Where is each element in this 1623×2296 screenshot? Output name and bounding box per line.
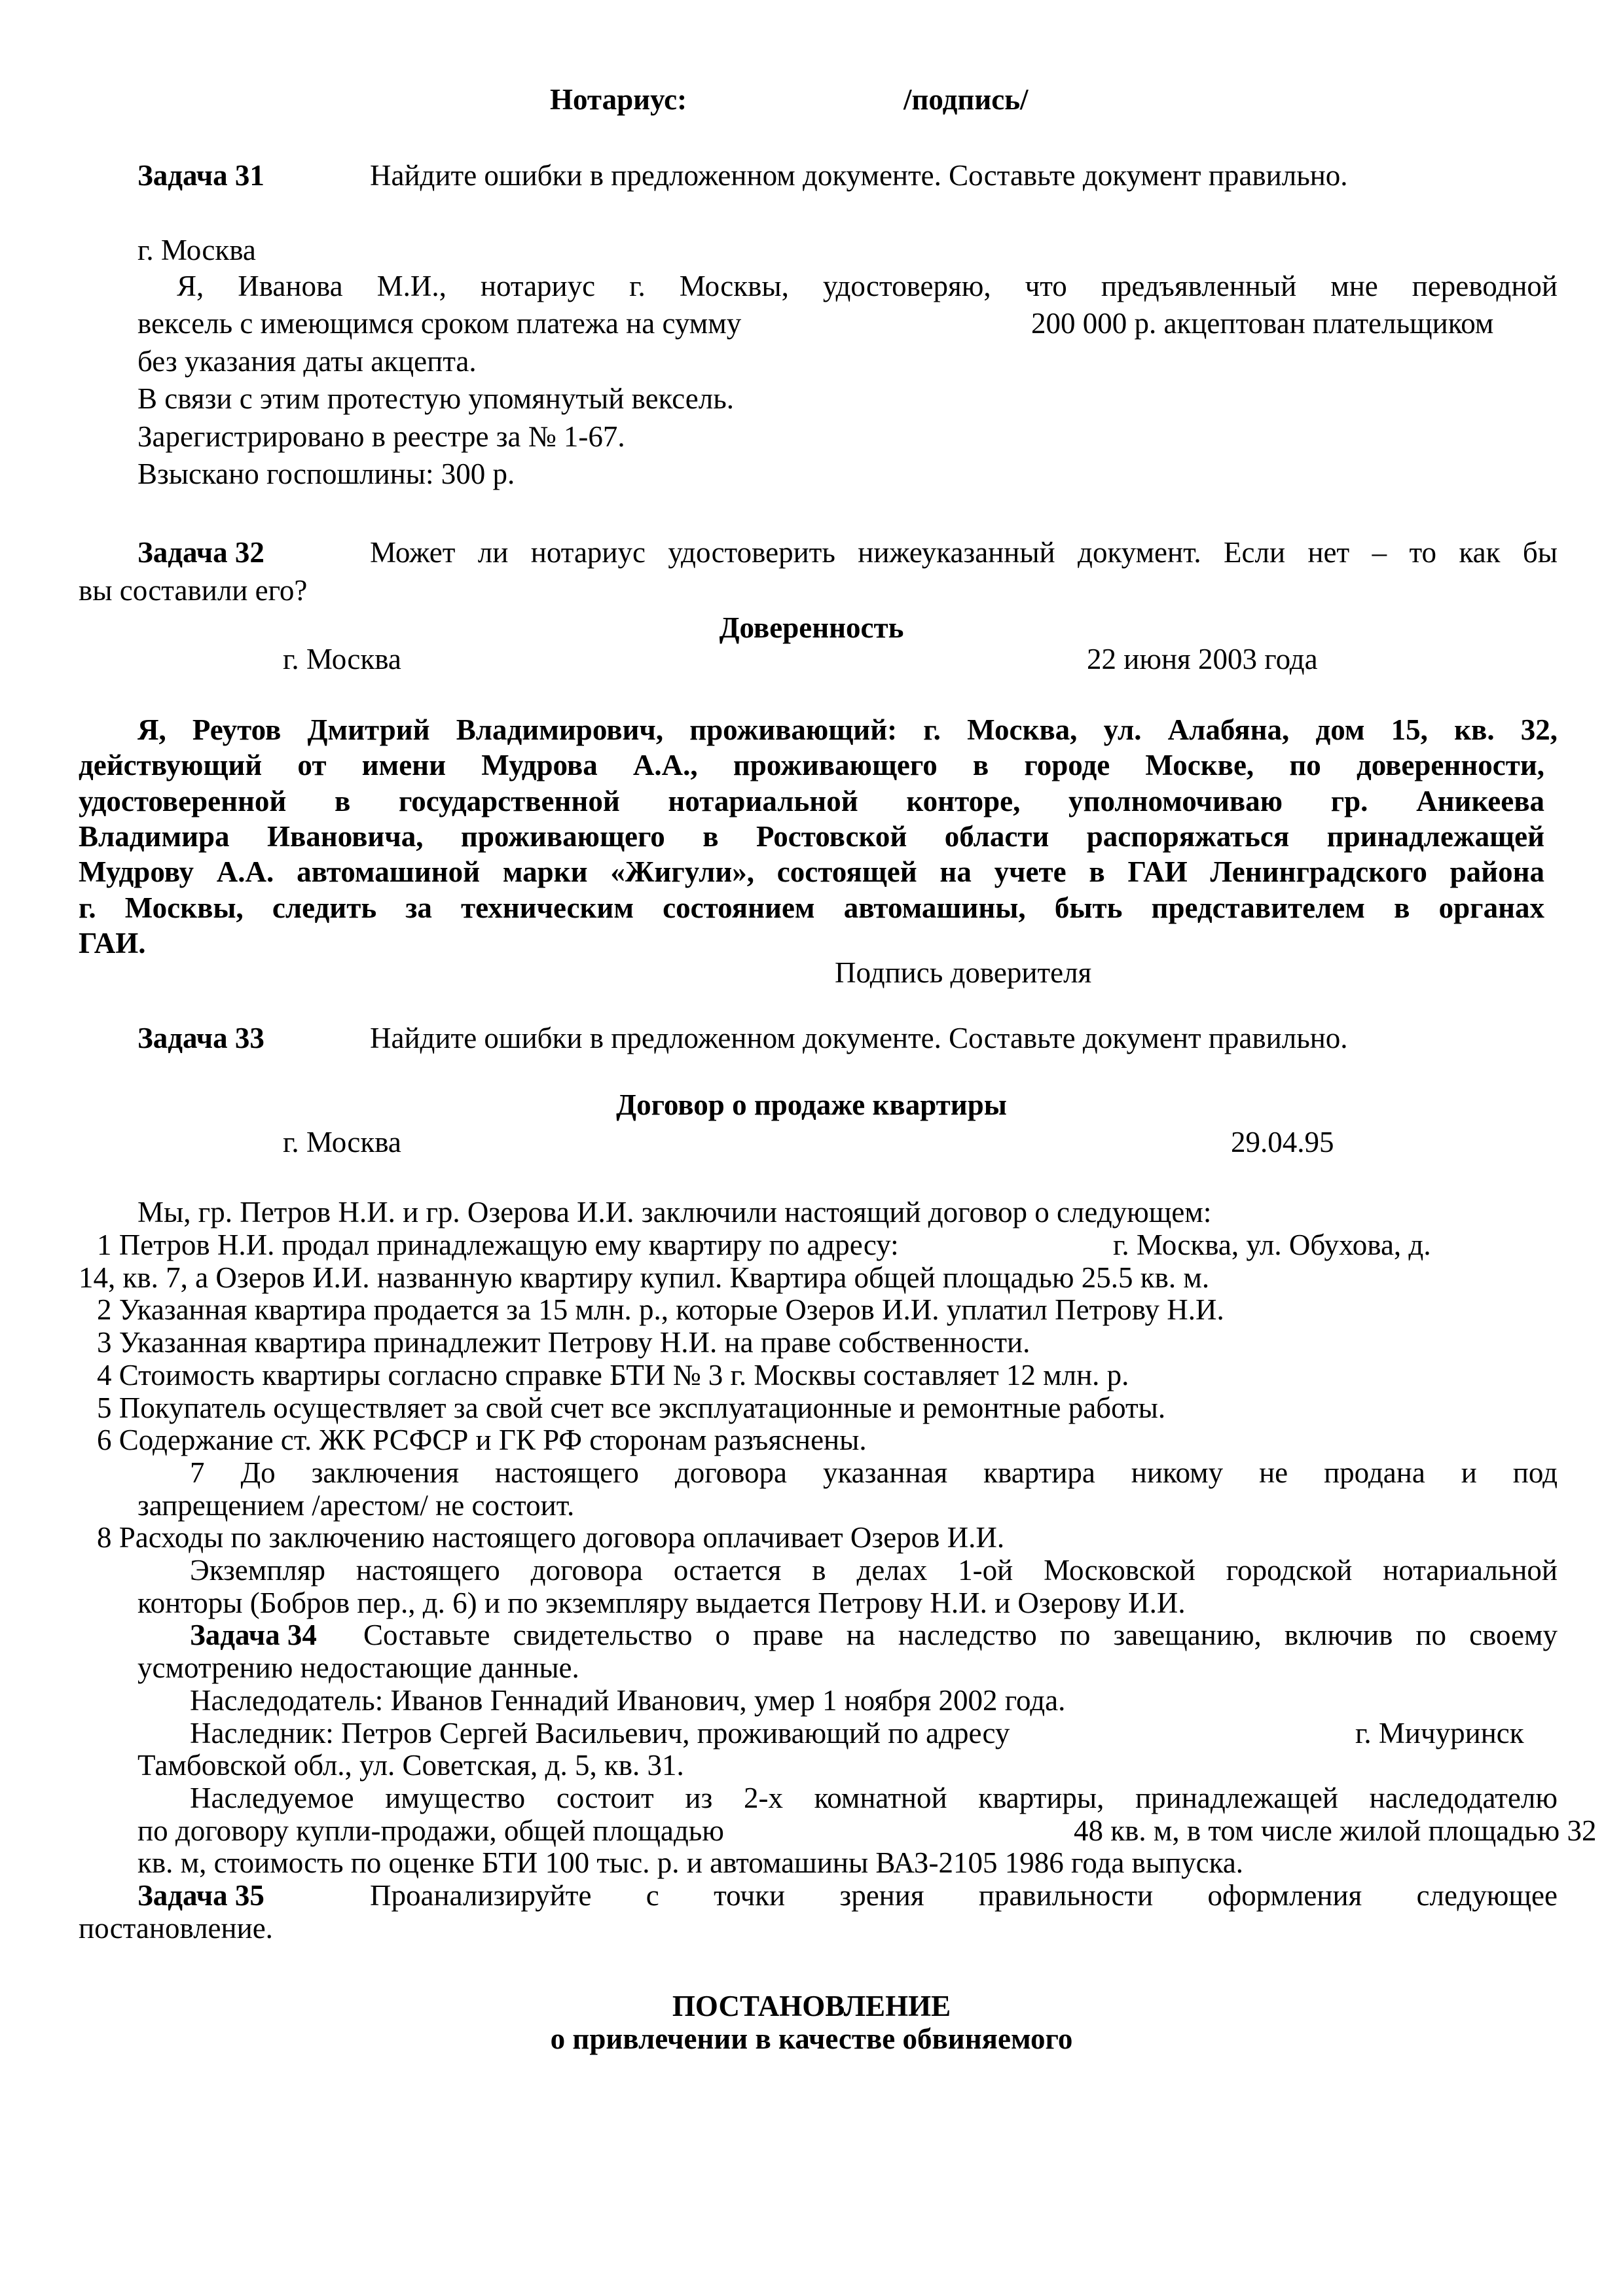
- notary-label: Нотариус:: [550, 83, 687, 116]
- task33-item: г. Москва, ул. Обухова, д.: [1113, 1229, 1431, 1261]
- task34-property: кв. м, стоимость по оценке БТИ 100 тыс. р. и автомашины ВАЗ-2105 1986 года выпуска.: [137, 1846, 1244, 1879]
- task32-city: г. Москва: [283, 643, 401, 675]
- task31-body-line: 200 000 р. акцептован плательщиком: [1031, 307, 1494, 340]
- task34-heir: Тамбовской обл., ул. Советская, д. 5, кв. 31.: [137, 1749, 684, 1782]
- task33-item: 7 До заключения настоящего договора указанная квартира никому не продана и под: [190, 1456, 1558, 1489]
- task33-item: 8 Расходы по заключению настоящего договора оплачивает Озеров И.И.: [97, 1521, 1005, 1554]
- task32-doc-title: Доверенность: [719, 611, 904, 644]
- task34-heir: г. Мичуринск: [1355, 1717, 1524, 1749]
- task32-text: вы составили его?: [79, 574, 308, 607]
- task33-item: 3 Указанная квартира принадлежит Петрову Н.И. на праве собственности.: [97, 1326, 1030, 1359]
- task33-item: 5 Покупатель осуществляет за свой счет все эксплуатационные и ремонтные работы.: [97, 1391, 1166, 1424]
- task31-body-line: В связи с этим протестую упомянутый вексель.: [137, 382, 735, 415]
- task31-city: г. Москва: [137, 234, 256, 266]
- task32-date: 22 июня 2003 года: [1087, 643, 1318, 675]
- task31-body-line: Я, Иванова М.И., нотариус г. Москвы, удостоверяю, что предъявленный мне переводной: [177, 270, 1558, 302]
- task32-body-line: Владимира Ивановича, проживающего в Ростовской области распоряжаться принадлежащей: [79, 820, 1544, 853]
- signature-label: /подпись/: [903, 83, 1029, 116]
- task33-item: 4 Стоимость квартиры согласно справке БТИ № 3 г. Москвы составляет 12 млн. р.: [97, 1359, 1129, 1391]
- task35-text: Проанализируйте с точки зрения правильности оформления следующее: [370, 1879, 1558, 1912]
- task33-item: 14, кв. 7, а Озеров И.И. названную квартиру купил. Квартира общей площадью 25.5 кв. м.: [79, 1261, 1210, 1294]
- task34-label: Задача 34: [190, 1619, 317, 1651]
- task32-label: Задача 32: [137, 536, 264, 569]
- task32-body-line: ГАИ.: [79, 927, 146, 960]
- task34-property: Наследуемое имущество состоит из 2-х комнатной квартиры, принадлежащей наследодателю: [190, 1782, 1558, 1814]
- task33-item: 6 Содержание ст. ЖК РСФСР и ГК РФ сторонам разъяснены.: [97, 1424, 867, 1456]
- task31-body-line: Зарегистрировано в реестре за № 1-67.: [137, 420, 625, 453]
- task34-text: Составьте свидетельство о праве на наследство по завещанию, включив по своему: [363, 1619, 1558, 1651]
- task33-text: Найдите ошибки в предложенном документе. Составьте документ правильно.: [370, 1022, 1348, 1054]
- task33-closing: конторы (Бобров пер., д. 6) и по экземпляру выдается Петрову Н.И. и Озерову И.И.: [137, 1587, 1186, 1619]
- task31-body-line: без указания даты акцепта.: [137, 345, 477, 378]
- task31-body-line: вексель с имеющимся сроком платежа на сумму: [137, 307, 742, 340]
- task34-text: усмотрению недостающие данные.: [137, 1651, 579, 1684]
- task33-doc-title: Договор о продаже квартиры: [616, 1088, 1007, 1121]
- task33-closing: Экземпляр настоящего договора остается в делах 1-ой Московской городской нотариальной: [190, 1554, 1558, 1587]
- task32-signature: Подпись доверителя: [835, 956, 1092, 989]
- task32-body-line: действующий от имени Мудрова А.А., проживающего в городе Москве, по доверенности,: [79, 749, 1544, 781]
- task34-testator: Наследодатель: Иванов Геннадий Иванович, умер 1 ноября 2002 года.: [190, 1684, 1066, 1717]
- task32-text: Может ли нотариус удостоверить нижеуказанный документ. Если нет – то как бы: [370, 536, 1558, 569]
- task32-body-line: Я, Реутов Дмитрий Владимирович, проживающий: г. Москва, ул. Алабяна, дом 15, кв. 32,: [137, 713, 1558, 746]
- task35-text: постановление.: [79, 1912, 273, 1945]
- task35-title: ПОСТАНОВЛЕНИЕ: [672, 1990, 951, 2022]
- task31-label: Задача 31: [137, 159, 264, 192]
- task33-item: 2 Указанная квартира продается за 15 млн. р., которые Озеров И.И. уплатил Петрову Н.И.: [97, 1293, 1224, 1326]
- task33-intro: Мы, гр. Петров Н.И. и гр. Озерова И.И. заключили настоящий договор о следующем:: [137, 1196, 1212, 1229]
- task33-item: запрещением /арестом/ не состоит.: [137, 1489, 575, 1522]
- task31-body-line: Взыскано госпошлины: 300 р.: [137, 457, 515, 490]
- task33-city: г. Москва: [283, 1126, 401, 1158]
- task34-heir: Наследник: Петров Сергей Васильевич, проживающий по адресу: [190, 1717, 1010, 1749]
- task33-item: 1 Петров Н.И. продал принадлежащую ему квартиру по адресу:: [97, 1229, 899, 1261]
- task33-label: Задача 33: [137, 1022, 264, 1054]
- task32-body-line: удостоверенной в государственной нотариальной конторе, уполномочиваю гр. Аникеева: [79, 785, 1544, 817]
- task34-property: по договору купли-продажи, общей площадью: [137, 1814, 724, 1847]
- task32-body-line: Мудрову А.А. автомашиной марки «Жигули», состоящей на учете в ГАИ Ленинградского района: [79, 855, 1544, 888]
- task35-label: Задача 35: [137, 1879, 264, 1912]
- task32-body-line: г. Москвы, следить за техническим состоянием автомашины, быть представителем в органах: [79, 891, 1544, 924]
- task33-date: 29.04.95: [1231, 1126, 1334, 1158]
- task31-text: Найдите ошибки в предложенном документе. Составьте документ правильно.: [370, 159, 1348, 192]
- task34-property: 48 кв. м, в том числе жилой площадью 32: [1074, 1814, 1597, 1847]
- task35-subtitle: о привлечении в качестве обвиняемого: [550, 2022, 1073, 2055]
